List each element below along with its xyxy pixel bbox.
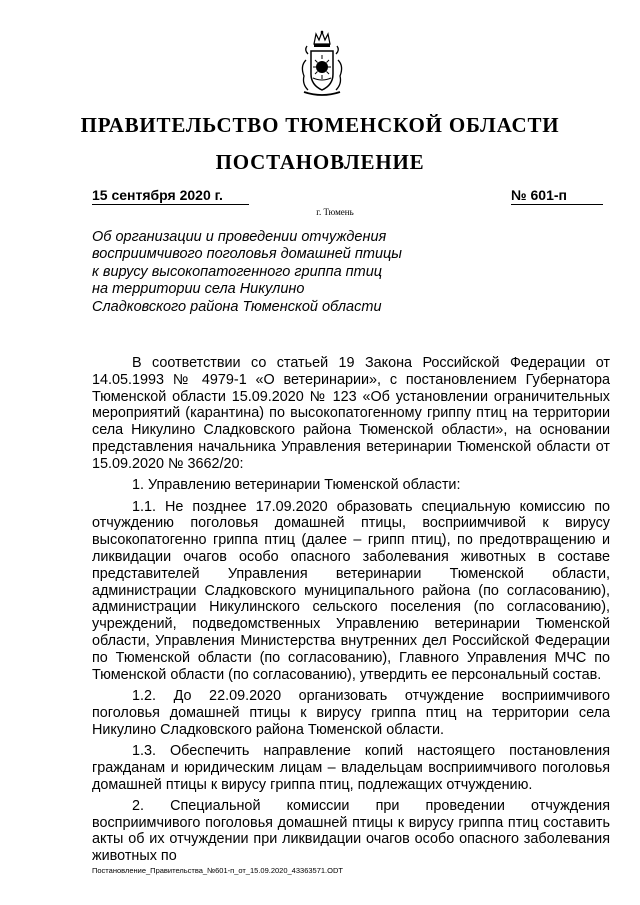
body-paragraph: 1. Управлению ветеринарии Тюменской области: — [132, 477, 461, 494]
document-date: 15 сентября 2020 г. — [92, 187, 249, 205]
body-paragraph: 1.1. Не позднее 17.09.2020 образовать специальную комиссию по отчуждению поголовья домашней птицы, восприимчивой к вирусу высокопатогенно гриппа птиц (далее – грипп птиц), по предотвращению и ликвидации очагов особо опасного заболевания животных в составе представителей Управления ветеринарии Тюменской области, администрации Сладковского муниципального района (по согласованию), администрации Никулинского сельского поселения (по согласованию), учреждений, подведомственных Управлению ветеринарии Тюменской области, Управления Министерства внутренних дел Российской Федерации по Тюменской области (по согласованию), Главного Управления МЧС по Тюменской области (по согласованию), утвердить ее персональный состав. — [92, 498, 610, 683]
footer-file-name: Постановление_Правительства_№601-п_от_15.09.2020_43363571.ODT — [92, 866, 343, 875]
body-paragraph: 2. Специальной комиссии при проведении отчуждения восприимчивого поголовья домашней птицы к вирусу гриппа птиц составить акты об их отчуждении при ликвидации очагов особо опасного заболевания животных по — [92, 797, 610, 865]
document-subject: Об организации и проведении отчуждения восприимчивого поголовья домашней птицы к вирусу высокопатогенного гриппа птиц на территории села Никулино Сладковского района Тюменской области — [92, 229, 402, 315]
body-paragraph: 1.3. Обеспечить направление копий настоящего постановления гражданам и юридическим лицам – владельцам восприимчивого поголовья домашней птицы к вирусу гриппа птиц, подлежащих отчуждению. — [92, 742, 610, 793]
document-type: ПОСТАНОВЛЕНИЕ — [215, 150, 425, 174]
government-title: ПРАВИТЕЛЬСТВО ТЮМЕНСКОЙ ОБЛАСТИ — [80, 113, 560, 137]
document-number: № 601-п — [511, 187, 603, 205]
body-paragraph: В соответствии со статьей 19 Закона Российской Федерации от 14.05.1993 № 4979-1 «О ветеринарии», с постановлением Губернатора Тюменской области 15.09.2020 № 123 «Об установлении ограничительных мероприятий (карантина) по высокопатогенному гриппу птиц на территории села Никулино Сладковского района Тюменской области», на основании представления начальника Управления ветеринарии Тюменской области от 15.09.2020 № 3662/20: — [92, 355, 610, 472]
body-paragraph: 1.2. До 22.09.2020 организовать отчуждение восприимчивого поголовья домашней птицы к вирусу гриппа птиц на территории села Никулино Сладковского района Тюменской области. — [92, 687, 610, 738]
document-city: г. Тюмень — [316, 207, 354, 217]
coat-of-arms-icon — [298, 30, 346, 100]
document-body — [92, 355, 610, 870]
